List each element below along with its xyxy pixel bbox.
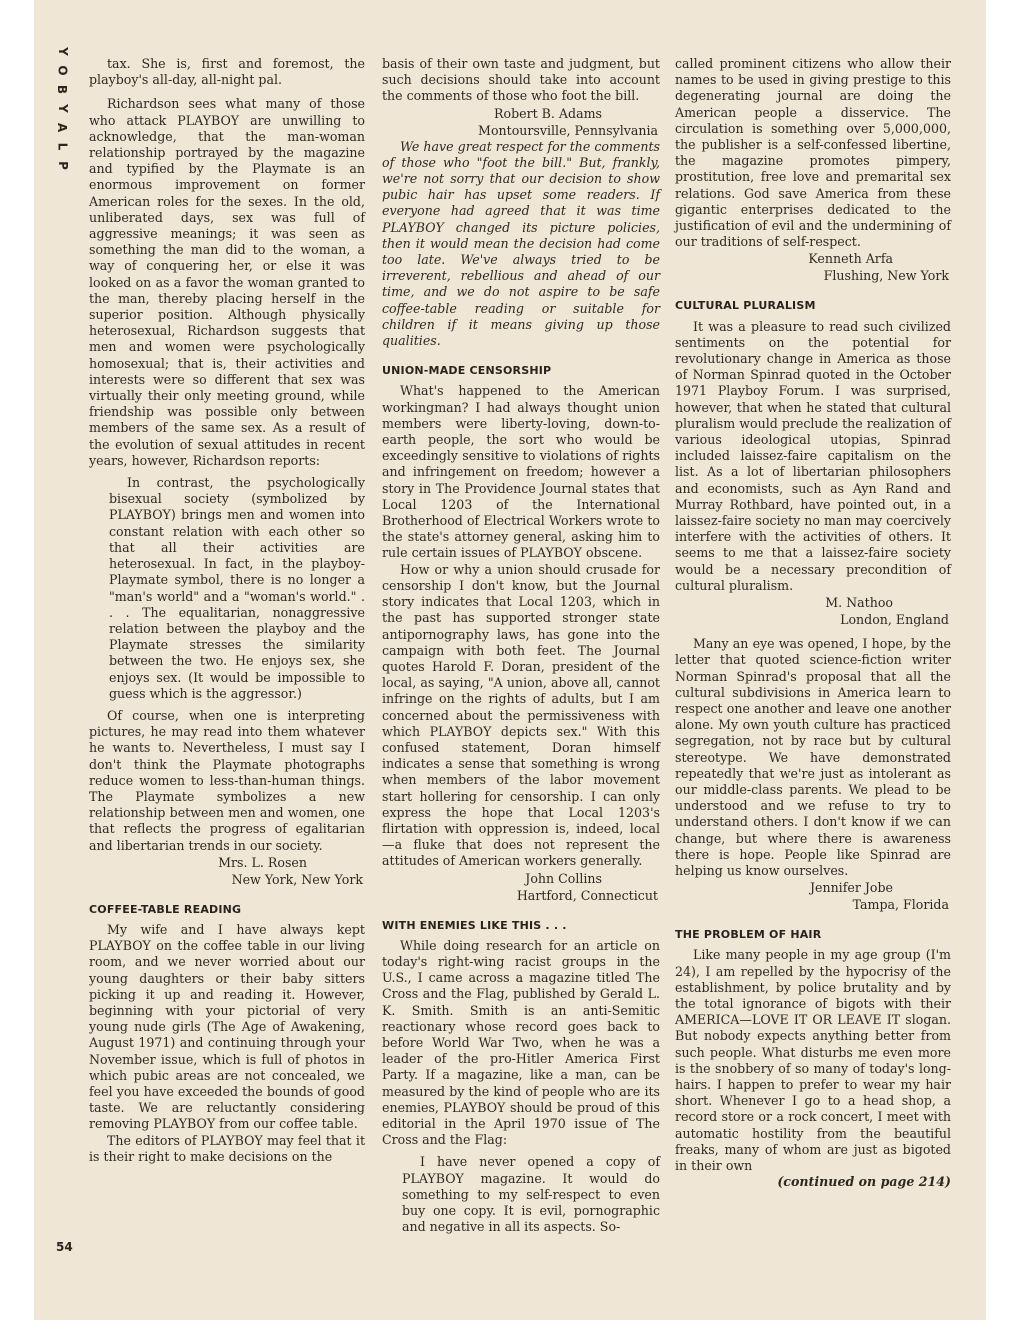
paragraph: While doing research for an article on today's right-wing racist groups in the U.S., I came across a magazine titled The Cross and the Flag, published by Gerald L. K. Smith. Smith is an anti-Semitic reactionary whose record goes back to before World War Two, when he was a leader of the pro-Hitler America First Party. If a magazine, like a man, can be measured by the kind of people who are its enemies, PLAYBOY should be proud of this editorial in the April 1970 issue of The Cross and the Flag: xyxy=(382,937,660,1148)
column-3 xyxy=(675,56,951,1190)
signature-place: New York, New York xyxy=(231,871,363,887)
signature-place: London, England xyxy=(840,612,949,628)
paragraph: The editors of PLAYBOY may feel that it is their right to make decisions on the xyxy=(89,1132,365,1164)
signature xyxy=(675,594,951,628)
signature-name: Robert B. Adams xyxy=(494,105,602,121)
logo-letter: P xyxy=(55,161,70,170)
quote-text: In contrast, the psychologically bisexual society (symbolized by PLAYBOY) brings men and women into constant relation with each other so that all their activities are heterosexual. In fact, in the playboy-Playmate symbol, there is no longer a "man's world" and a "woman's world." . . . The equalitarian, nonaggressive relation between the playboy and the Playmate stresses the similarity between the two. He enjoys sex, she enjoys sex. (It would be impossible to guess which is the aggressor.) xyxy=(109,475,365,701)
quote-text: I have never opened a copy of PLAYBOY magazine. It would do something to my self-respect to even buy one copy. It is evil, pornographic and negative in all its aspects. So- xyxy=(402,1154,660,1235)
signature xyxy=(675,250,951,284)
logo-letter: A xyxy=(55,122,70,133)
signature-place: Flushing, New York xyxy=(823,268,949,284)
section-heading: COFFEE-TABLE READING xyxy=(89,902,242,916)
paragraph: called prominent citizens who allow their names to be used in giving prestige to this degenerating journal are doing the American people a disservice. The circulation is something over 5,000,000, the publisher is a self-confessed libertine, the magazine promotes pimpery, prostitution, free love and premarital sex relations. God save America from these gigantic enterprises dedicated to the justification of evil and the undermining of our traditions of self-respect. xyxy=(675,56,951,250)
section-heading: CULTURAL PLURALISM xyxy=(675,299,816,313)
signature xyxy=(382,105,660,139)
column-2 xyxy=(382,56,660,1241)
section-heading: UNION-MADE CENSORSHIP xyxy=(382,364,552,378)
paragraph: tax. She is, first and foremost, the playboy's all-day, all-night pal. xyxy=(89,56,365,88)
magazine-page xyxy=(34,0,986,1320)
paragraph: Many an eye was opened, I hope, by the letter that quoted science-fiction writer Norman Spinrad's proposal that all the cultural subdivisions in America learn to respect one another and leave one another alone. My own youth culture has practiced segregation, not by race but by cultural stereotype. We have demonstrated repeatedly that we're just as intolerant as our middle-class parents. We plead to be understood and we refuse to try to understand others. I don't know if we can change, but where there is awareness there is hope. People like Spinrad are helping us know ourselves. xyxy=(675,636,951,878)
logo-letter: Y xyxy=(55,104,70,113)
paragraph: Richardson sees what many of those who attack PLAYBOY are unwilling to acknowledge, that the man-woman relationship portrayed by the magazine and typified by the Playmate is an enormous improvement on former American roles for the sexes. In the old, unliberated days, sex was full of aggressive meanings; it was seen as something the man did to the woman, a way of conquering her, or else it was looked on as a favor the woman granted to the man, thereby placing herself in the superior position. Although physically heterosexual, Richardson suggests that men and women were psychologically homosexual; that is, their activities and interests were so different that sex was virtually their only meeting ground, while friendship was possible only between members of the same sex. As a result of the evolution of sexual attitudes in recent years, however, Richardson reports: xyxy=(89,96,365,468)
signature-place: Montoursville, Pennsylvania xyxy=(478,122,658,138)
paragraph: It was a pleasure to read such civilized sentiments on the potential for revolutionary change in America as those of Norman Spinrad quoted in the October 1971 Playboy Forum. I was surprised, however, that when he stated that cultural pluralism would preclude the realization of various ideological utopias, Spinrad included laissez-faire capitalism on the list. As a lot of libertarian philosophers and economists, such as Ayn Rand and Murray Rothbard, have pointed out, in a laissez-faire society no man may coercively interfere with the activities of others. It seems to me that a laissez-faire society would be a necessary precondition of cultural pluralism. xyxy=(675,318,951,593)
logo-letter: B xyxy=(55,84,70,95)
signature xyxy=(382,870,660,904)
signature-place: Tampa, Florida xyxy=(852,897,949,913)
logo-letter: Y xyxy=(55,47,70,56)
column-1 xyxy=(89,56,365,1165)
paragraph: What's happened to the American workingman? I had always thought union members were liberty-loving, down-to-earth people, the sort who would be exceedingly sensitive to violations of rights and infringement on freedom; however a story in The Providence Journal states that Local 1203 of the International Brotherhood of Electrical Workers wrote to the state's attorney general, asking him to rule certain issues of PLAYBOY obscene. xyxy=(382,383,660,561)
paragraph: My wife and I have always kept PLAYBOY on the coffee table in our living room, and we never worried about our young daughters or their baby sitters picking it up and reading it. However, beginning with your pictorial of very young nude girls (The Age of Awakening, August 1971) and continuing through your November issue, which is full of photos in which pubic areas are not concealed, we feel you have exceeded the bounds of good taste. We are reluctantly considering removing PLAYBOY from our coffee table. xyxy=(89,921,365,1132)
editor-reply: We have great respect for the comments of those who "foot the bill." But, frankly, we're not sorry that our decision to show pubic hair has upset some readers. If everyone had agreed that it was time PLAYBOY changed its picture policies, then it would mean the decision had come too late. We've always tried to be irreverent, rebellious and ahead of our time, and we do not aspire to be safe coffee-table reading or suitable for children if it means giving up those qualities. xyxy=(382,138,660,349)
continued-note: (continued on page 214) xyxy=(777,1174,951,1190)
paragraph: Like many people in my age group (I'm 24), I am repelled by the hypocrisy of the establishment, by police brutality and by the total ignorance of bigots with their AMERICA—LOVE IT OR LEAVE IT slogan. But nobody expects anything better from such people. What disturbs me even more is the snobbery of so many of today's long-hairs. I happen to prefer to wear my hair short. Whenever I go to a head shop, a record store or a rock concert, I meet with automatic hostility from the beautiful freaks, many of whom are just as bigoted in their own xyxy=(675,947,951,1173)
section-heading: WITH ENEMIES LIKE THIS . . . xyxy=(382,918,567,932)
section-heading: THE PROBLEM OF HAIR xyxy=(675,928,822,942)
signature-name: Jennifer Jobe xyxy=(809,880,893,896)
signature-name: John Collins xyxy=(525,870,602,886)
paragraph: How or why a union should crusade for censorship I don't know, but the Journal story indicates that Local 1203, which in the past has supported stronger state antipornography laws, has gone into the campaign with both feet. The Journal quotes Harold F. Doran, president of the local, as saying, "A union, above all, cannot infringe on the rights of adults, but I am concerned about the permissiveness with which PLAYBOY depicts sex." With this confused statement, Doran himself indicates a sense that something is wrong when members of the labor movement start hollering for censorship. I can only express the hope that Local 1203's flirtation with oppression is, indeed, local—a fluke that does not represent the attitudes of American workers generally. xyxy=(382,561,660,869)
block-quote xyxy=(402,1154,660,1235)
signature-name: Kenneth Arfa xyxy=(808,251,893,267)
signature-name: Mrs. L. Rosen xyxy=(218,854,307,870)
signature xyxy=(675,879,951,913)
logo-letter: O xyxy=(55,65,70,76)
signature-name: M. Nathoo xyxy=(825,595,893,611)
block-quote xyxy=(109,475,365,702)
page-number: 54 xyxy=(56,1240,73,1254)
paragraph: basis of their own taste and judgment, but such decisions should take into account the comments of those who foot the bill. xyxy=(382,56,660,104)
paragraph: Of course, when one is interpreting pictures, he may read into them whatever he wants to. Nevertheless, I must say I don't think the Playmate photographs reduce women to less-than-human things. The Playmate symbolizes a new relationship between men and women, one that reflects the progress of egalitarian and libertarian trends in our society. xyxy=(89,707,365,853)
signature-place: Hartford, Connecticut xyxy=(516,887,658,903)
signature xyxy=(89,854,365,888)
logo-letter: L xyxy=(55,142,70,151)
vertical-magazine-logo xyxy=(52,42,72,175)
